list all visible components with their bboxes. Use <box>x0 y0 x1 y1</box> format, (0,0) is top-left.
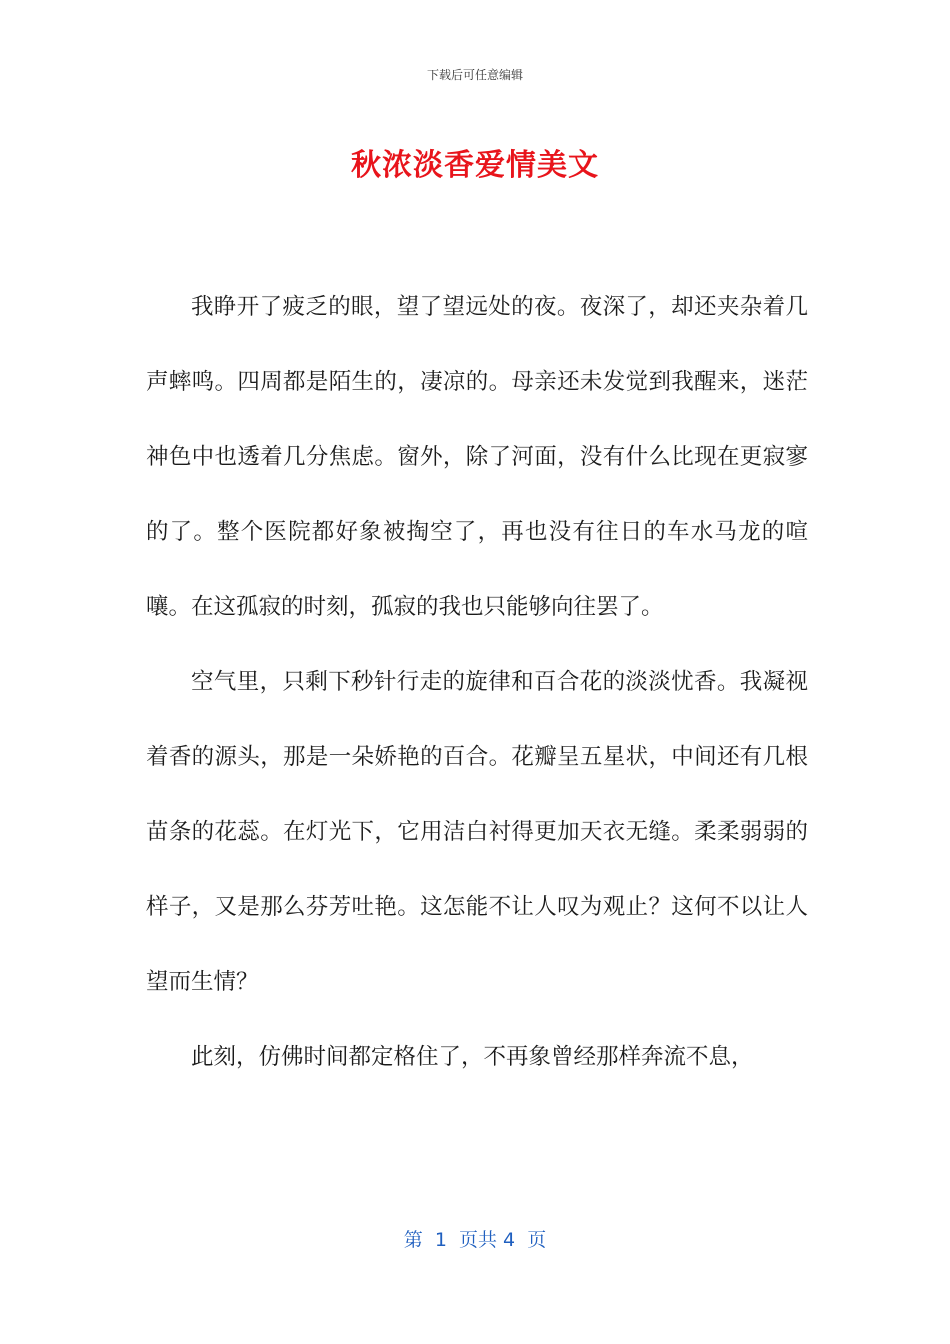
paragraph: 我睁开了疲乏的眼，望了望远处的夜。夜深了，却还夹杂着几声蟀鸣。四周都是陌生的，凄凉的。母亲还未发觉到我醒来，迷茫神色中也透着几分焦虑。窗外，除了河面，没有什么比现在更寂寥的了。整个医院都好象被掏空了，再也没有往日的车水马龙的喧嚷。在这孤寂的时刻，孤寂的我也只能够向往罢了。 <box>146 294 808 620</box>
header-note: 下载后可任意编辑 <box>426 68 523 82</box>
document-body <box>146 270 808 1095</box>
page-number-footer: 第 1 页共 4 页 <box>403 1229 547 1251</box>
paragraph: 此刻，仿佛时间都定格住了，不再象曾经那样奔流不息， <box>191 1044 754 1070</box>
document-title: 秋浓淡香爱情美文 <box>351 148 599 183</box>
paragraph: 空气里，只剩下秒针行走的旋律和百合花的淡淡忧香。我凝视着香的源头，那是一朵娇艳的百合。花瓣呈五星状，中间还有几根苗条的花蕊。在灯光下，它用洁白衬得更加天衣无缝。柔柔弱弱的样子，又是那么芬芳吐艳。这怎能不让人叹为观止？这何不以让人望而生情？ <box>146 669 808 995</box>
